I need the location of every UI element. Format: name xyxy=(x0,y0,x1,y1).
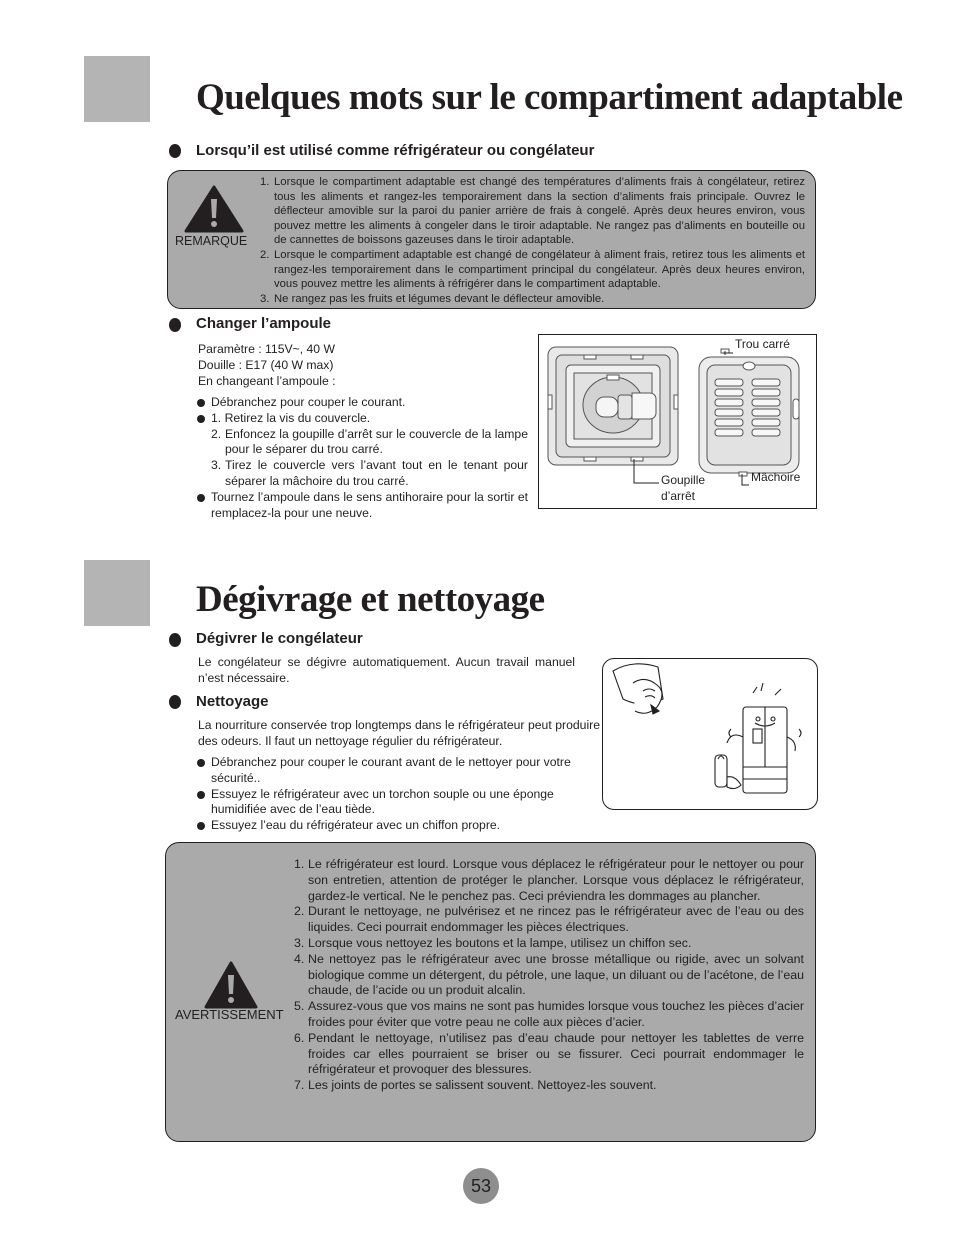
remarque-box xyxy=(167,170,816,309)
warning-item: 7. Les joints de portes se salissent souvent. Nettoyez-les souvent. xyxy=(294,1078,657,1093)
avertissement-box xyxy=(165,842,816,1142)
remarque-list xyxy=(260,175,805,306)
list-item: Essuyez le réfrigérateur avec un torchon souple ou une éponge humidifiée avec de l’eau tiède. xyxy=(197,787,587,819)
heading-bullet xyxy=(169,318,181,332)
warning-icon xyxy=(204,961,258,1009)
list-item: Tournez l’ampoule dans le sens antihoraire pour la sortir et remplacez-la pour une neuve. xyxy=(197,490,528,522)
list-item: 3. Tirez le couvercle vers l’avant tout en le tenant pour séparer la mâchoire du trou carré. xyxy=(211,458,528,488)
section-marker-1 xyxy=(84,56,150,122)
list-item: 1. Retirez la vis du couvercle. xyxy=(197,411,528,427)
spec-line: En changeant l’ampoule : xyxy=(198,373,336,388)
heading-bullet xyxy=(169,695,181,709)
remarque-item: 3. Ne rangez pas les fruits et légumes devant le déflecteur amovible. xyxy=(260,292,605,305)
warning-icon xyxy=(184,185,244,233)
section-marker-2 xyxy=(84,560,150,626)
bulb-specs xyxy=(198,342,528,389)
remarque-item: 2. Lorsque le compartiment adaptable est changé de congélateur à aliment frais, retirez tous les aliments et rangez-les temporairement dans le compartiment principal du congélateur. Après deux heures environ, vous pouvez mettre les aliments à réfrigérer dans le compartiment adaptable. xyxy=(260,248,805,291)
cleaning-text: La nourriture conservée trop longtemps dans le réfrigérateur peut produire des odeurs. Il faut un nettoyage régulier du réfrigérateur. xyxy=(198,718,600,748)
lamp-figure xyxy=(538,334,817,509)
section-title-defrost: Dégivrage et nettoyage xyxy=(196,579,545,620)
warning-item: 2. Durant le nettoyage, ne pulvérisez et ne rincez pas le réfrigérateur avec de l’eau ou des liquides. Ceci pourrait endommager les pièces électriques. xyxy=(294,904,804,935)
heading-bullet xyxy=(169,144,181,158)
warning-item: 1. Le réfrigérateur est lourd. Lorsque vous déplacez le réfrigérateur pour le nettoyer ou pour son entretien, attention de protéger le plancher. Lorsque vous déplacez le réfrigérateur, gardez-le vertical. Ne le penchez pas. Ceci préviendra les dommages au plancher. xyxy=(294,857,804,903)
warning-item: 5. Assurez-vous que vos mains ne sont pas humides lorsque vous touchez les pièces d’acier froides pour éviter que votre peau ne colle aux pièces d’acier. xyxy=(294,999,804,1029)
warning-item: 3. Lorsque vous nettoyez les boutons et la lampe, utilisez un chiffon sec. xyxy=(294,935,692,950)
list-item: 2. Enfoncez la goupille d’arrêt sur le couvercle de la lampe pour le séparer du trou carré. xyxy=(211,426,528,457)
remarque-label: REMARQUE xyxy=(175,234,248,248)
subheading-defrost: Dégivrer le congélateur xyxy=(196,630,363,647)
avertissement-label: AVERTISSEMENT xyxy=(175,1007,284,1022)
warning-item: 6. Pendant le nettoyage, n’utilisez pas d’eau chaude pour nettoyer les tablettes de verre froides car elles pourraient se briser ou se fissurer. Ceci pourrait endommager le réfrigérateur et provoquer des blessures. xyxy=(294,1030,804,1077)
spec-line: Douille : E17 (40 W max) xyxy=(198,357,334,372)
heading-bullet xyxy=(169,633,181,647)
label-goupille-2: d’arrêt xyxy=(661,489,696,503)
list-item: Débranchez pour couper le courant avant de le nettoyer pour votre sécurité.. xyxy=(197,755,587,787)
warning-item: 4. Ne nettoyez pas le réfrigérateur avec une brosse métallique ou rigide, avec un solvant biologique comme un détergent, du pétrole, une laque, un diluant ou de l’acétone, de l’eau chaude, de l’acide ou un produit alcalin. xyxy=(294,951,804,998)
section-title-adaptable: Quelques mots sur le compartiment adaptable xyxy=(196,77,903,118)
label-machoire: Mâchoire xyxy=(751,470,801,484)
spec-line: Paramètre : 115V~, 40 W xyxy=(198,342,335,356)
subheading-cleaning: Nettoyage xyxy=(196,693,269,710)
fridge-cleaning-drawing xyxy=(603,659,817,809)
list-item: Débranchez pour couper le courant. xyxy=(197,395,528,411)
remarque-item: 1. Lorsque le compartiment adaptable est changé des températures d’aliments frais à congélateur, retirez tous les aliments et rangez-les temporairement dans la section d’aliments frais principale. Ouvrez le déflecteur amovible sur la paroi du panier arrière de frais à congelé. Après deux heures environ, vous pouvez mettre les aliments à congeler dans le tiroir adaptable. Ne rangez pas d’aliments en bouteille ou de cannettes de boissons gazeuses dans le tiroir adaptable. xyxy=(260,176,805,247)
cleaning-illustration xyxy=(602,658,818,810)
subheading-bulb: Changer l’ampoule xyxy=(196,315,332,332)
list-item: Essuyez l’eau du réfrigérateur avec un chiffon propre. xyxy=(197,818,587,834)
label-trou-carre: Trou carré xyxy=(735,337,790,351)
avertissement-list xyxy=(294,857,804,1094)
label-goupille: Goupille xyxy=(661,473,706,487)
cleaning-bullets xyxy=(197,755,587,834)
subheading-usage: Lorsqu’il est utilisé comme réfrigérateur ou congélateur xyxy=(196,142,595,159)
bulb-steps xyxy=(197,395,528,521)
page-number: 53 xyxy=(463,1168,499,1204)
defrost-text: Le congélateur se dégivre automatiquement. Aucun travail manuel n’est nécessaire. xyxy=(198,655,575,685)
